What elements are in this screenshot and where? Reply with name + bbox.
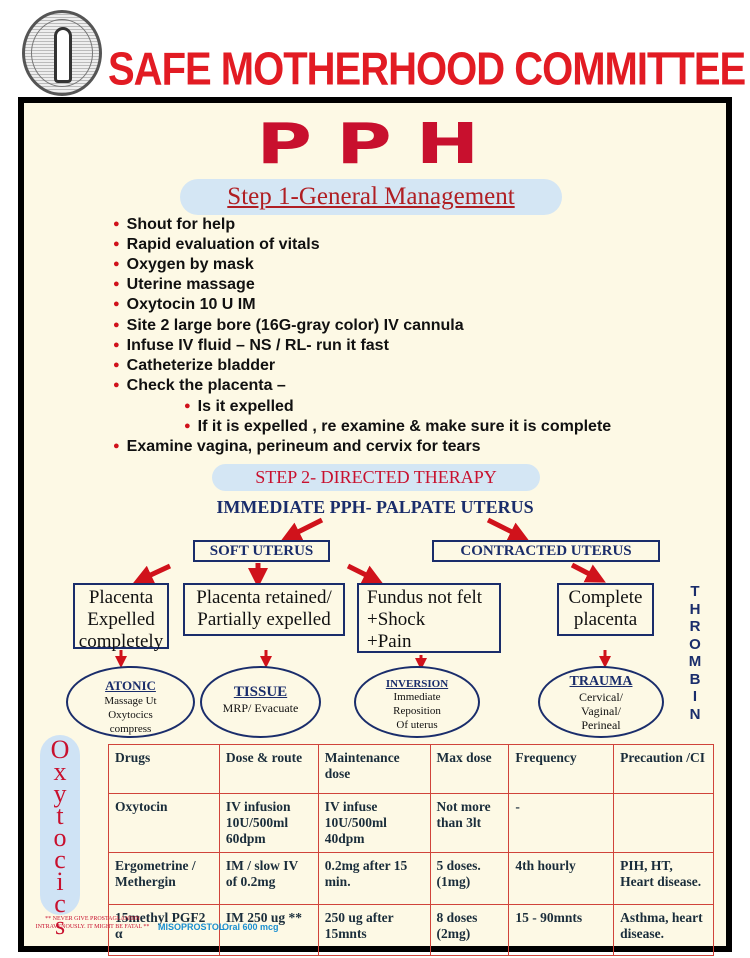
- cause-inversion: [354, 666, 480, 738]
- cell: 15 - 90mnts: [509, 905, 614, 956]
- complete-placenta-box: [557, 583, 654, 636]
- arrow: [348, 566, 374, 579]
- cell: 250 ug after 15mnts: [318, 905, 430, 956]
- oxytocics-vertical-label: [40, 735, 80, 940]
- box-line: placenta: [573, 609, 638, 630]
- prostaglandin-warning: ** NEVER GIVE PROSTAGLANDIN INTRAVENOUSLY. IT MIGHT BE FATAL **: [35, 916, 150, 930]
- letter: B: [689, 670, 701, 688]
- letter: i: [56, 867, 64, 896]
- placenta-retained-box: [183, 583, 345, 636]
- cell: Not more than 3lt: [430, 794, 509, 853]
- list-item: ● Examine vagina, perineum and cervix for tears: [113, 438, 481, 456]
- placenta-expelled-box: [73, 583, 169, 652]
- header-cell: Precaution /CI: [614, 745, 714, 794]
- cause-line: Immediate: [393, 691, 441, 703]
- list-item: ● Check the placenta –: [113, 377, 286, 395]
- list-item: ● Site 2 large bore (16G-gray color) IV cannula: [113, 317, 464, 335]
- cell: 15methyl PGF2 α: [109, 905, 220, 956]
- cell: IM / slow IV of 0.2mg: [219, 853, 318, 905]
- list-item: ● Catheterize bladder: [113, 357, 275, 375]
- header-cell: Max dose: [430, 745, 509, 794]
- letter: H: [689, 600, 701, 618]
- cause-trauma: [538, 666, 664, 738]
- list-item: ● Uterine massage: [113, 276, 255, 294]
- cause-line: Vaginal/: [581, 704, 621, 718]
- letter: N: [689, 705, 701, 723]
- cell: 4th hourly: [509, 853, 614, 905]
- box-line: Placenta: [88, 587, 154, 608]
- box-line: Placenta retained/: [196, 587, 332, 608]
- header-cell: Frequency: [509, 745, 614, 794]
- box-line: +Shock: [367, 609, 426, 630]
- cell: 0.2mg after 15 min.: [318, 853, 430, 905]
- cell: PIH, HT, Heart disease.: [614, 853, 714, 905]
- list-item: ● Oxygen by mask: [113, 256, 254, 274]
- step2-heading: STEP 2- DIRECTED THERAPY: [212, 464, 540, 491]
- cause-line: Cervical/: [579, 690, 623, 704]
- list-item: ● Rapid evaluation of vitals: [113, 236, 320, 254]
- box-line: Complete: [568, 587, 643, 608]
- list-item: ● Oxytocin 10 U IM: [113, 296, 256, 314]
- arrow: [142, 566, 170, 579]
- box-line: Partially expelled: [197, 609, 331, 630]
- cause-line: Reposition: [393, 705, 441, 717]
- sub-list-item: ● Is it expelled: [184, 398, 294, 416]
- letter: c: [54, 889, 66, 918]
- letter: t: [56, 801, 64, 830]
- step1-heading: Step 1-General Management: [180, 179, 562, 215]
- cause-line: MRP/ Evacuate: [222, 701, 299, 715]
- header-cell: Maintenance dose: [318, 745, 430, 794]
- box-line: completely: [78, 631, 164, 652]
- box-line: +Pain: [367, 631, 412, 652]
- table-row: [109, 853, 714, 905]
- letter: T: [690, 583, 700, 600]
- letter: c: [54, 845, 66, 874]
- cause-heading: INVERSION: [385, 678, 449, 690]
- box-line: Expelled: [87, 609, 155, 630]
- cell: 5 doses. (1mg): [430, 853, 509, 905]
- box-line: Fundus not felt: [367, 587, 483, 608]
- pph-title: PPH: [256, 112, 504, 177]
- cause-line: Oxytocics: [108, 709, 153, 721]
- table-row: [109, 794, 714, 853]
- letter: x: [53, 757, 67, 786]
- table-header-row: [109, 745, 714, 794]
- cell: IM 250 ug **: [219, 905, 318, 956]
- list-item: ● Infuse IV fluid – NS / RL- run it fast: [113, 337, 389, 355]
- cause-tissue: [200, 666, 321, 738]
- fundus-not-felt-box: [357, 583, 501, 653]
- letter: s: [54, 911, 66, 940]
- step2-subtitle: IMMEDIATE PPH- PALPATE UTERUS: [216, 497, 534, 517]
- cell: -: [509, 794, 614, 853]
- cause-heading: TISSUE: [233, 684, 288, 700]
- letter: o: [53, 823, 67, 852]
- letter: O: [689, 635, 701, 653]
- arrow: [488, 520, 520, 536]
- cause-heading: TRAUMA: [569, 674, 633, 689]
- committee-title: SAFE MOTHERHOOD COMMITTEE: [108, 44, 746, 95]
- cell: Ergometrine / Methergin: [109, 853, 220, 905]
- letter: M: [688, 653, 702, 670]
- sub-list-item: ● If it is expelled , re examine & make sure it is complete: [184, 418, 611, 436]
- list-item: ● Shout for help: [113, 216, 235, 234]
- cell: Oxytocin: [109, 794, 220, 853]
- misoprostol-label: MISOPROSTOL: [158, 922, 225, 932]
- cell: IV infusion 10U/500ml 60dpm: [219, 794, 318, 853]
- letter: R: [689, 618, 701, 635]
- letter: I: [692, 688, 698, 705]
- cell: [614, 794, 714, 853]
- header-cell: Drugs: [109, 745, 220, 794]
- cause-heading: ATONIC: [105, 678, 156, 693]
- cell: 8 doses (2mg): [430, 905, 509, 956]
- cause-line: Of uterus: [396, 719, 438, 731]
- cause-line: compress: [109, 723, 152, 735]
- misoprostol-dose: Oral 600 mcg: [222, 922, 279, 932]
- cell: Asthma, heart disease.: [614, 905, 714, 956]
- cause-line: Perineal: [581, 718, 621, 732]
- letter: y: [53, 779, 67, 808]
- letter: O: [50, 735, 70, 764]
- soft-uterus-box: SOFT UTERUS: [193, 540, 330, 562]
- header-cell: Dose & route: [219, 745, 318, 794]
- contracted-uterus-box: CONTRACTED UTERUS: [432, 540, 660, 562]
- arrow: [290, 520, 322, 536]
- arrow: [572, 565, 597, 578]
- thrombin-vertical-label: [688, 583, 702, 723]
- cell: IV infuse 10U/500ml 40dpm: [318, 794, 430, 853]
- cause-atonic: [66, 666, 195, 738]
- cause-line: Massage Ut: [104, 695, 157, 707]
